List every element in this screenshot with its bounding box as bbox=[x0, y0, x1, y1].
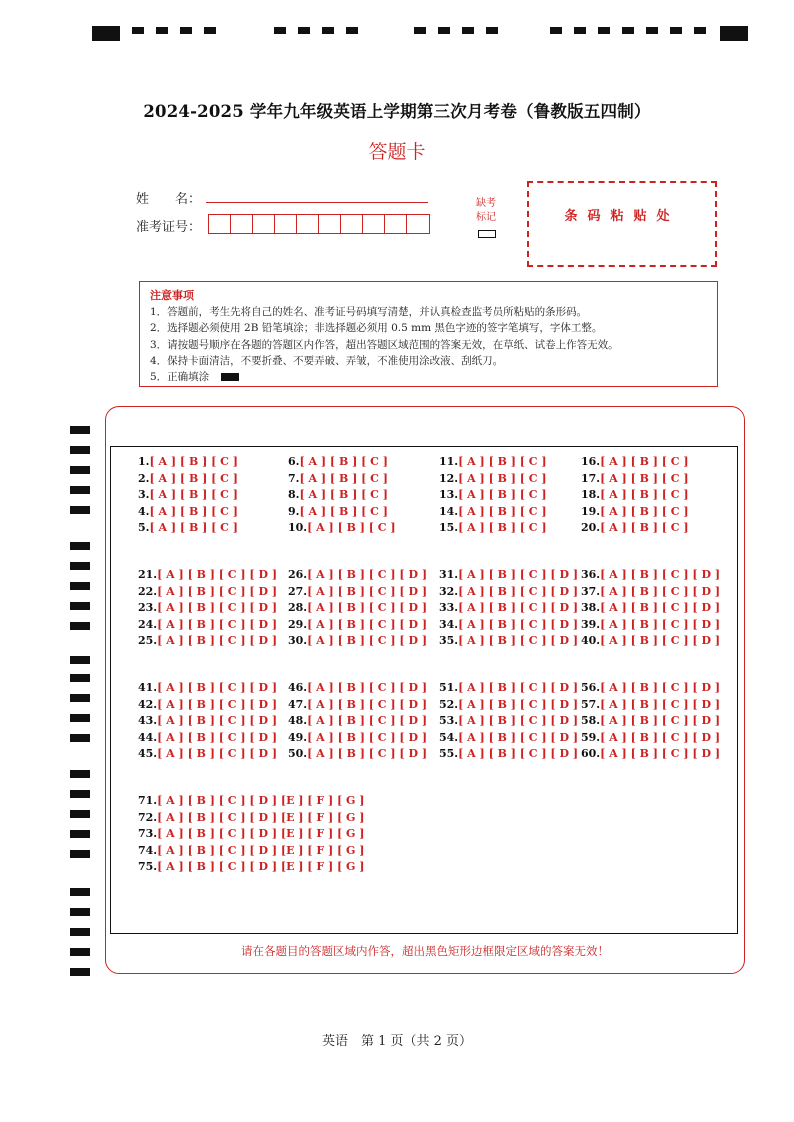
notice-item: 2．选择题必须使用 2B 铅笔填涂；非选择题必须用 0.5 mm 黑色字迹的签字笔填写，字体工整。 bbox=[150, 322, 603, 335]
question-row[interactable] bbox=[138, 827, 364, 840]
answer-bubbles[interactable]: [ A ] [ B ] [ C ] [ D ] bbox=[458, 697, 579, 711]
absent-mark-label-line: 缺考 bbox=[476, 198, 496, 209]
question-row[interactable] bbox=[439, 455, 547, 468]
notice-item-text: 5．正确填涂 bbox=[150, 371, 210, 384]
timing-mark-left bbox=[70, 694, 90, 702]
question-number: 10. bbox=[288, 521, 308, 535]
question-row[interactable] bbox=[439, 681, 578, 694]
question-number: 40. bbox=[581, 634, 601, 648]
question-row[interactable] bbox=[581, 455, 689, 468]
question-number: 71. bbox=[138, 794, 158, 807]
question-number: 75. bbox=[138, 860, 158, 874]
answer-bubbles[interactable]: [ A ] [ B ] [ C ] [ D ] bbox=[307, 617, 428, 631]
answer-bubbles[interactable]: [ A ] [ B ] [ C ] [ D ] bbox=[157, 681, 278, 694]
question-number: 3. bbox=[138, 488, 150, 502]
question-number: 47. bbox=[288, 697, 308, 711]
timing-mark-top bbox=[598, 27, 610, 34]
question-row[interactable] bbox=[581, 505, 689, 518]
question-row[interactable] bbox=[439, 505, 547, 518]
question-row[interactable] bbox=[138, 714, 277, 727]
answer-bubbles[interactable]: [ A ] [ B ] [ C ] bbox=[600, 471, 689, 485]
answer-bubbles[interactable]: [ A ] [ B ] [ C ] [ D ] bbox=[458, 730, 579, 744]
question-number: 58. bbox=[581, 714, 601, 728]
timing-mark-top-left bbox=[92, 26, 120, 41]
question-number: 46. bbox=[288, 681, 308, 694]
exam-id-field[interactable] bbox=[208, 214, 430, 234]
question-row[interactable] bbox=[581, 488, 689, 501]
question-row[interactable] bbox=[138, 634, 277, 647]
question-number: 37. bbox=[581, 584, 601, 598]
notice-item: 3．请按题号顺序在各题的答题区内作答，超出答题区域范围的答案无效，在草纸、试卷上作答无效。 bbox=[150, 338, 619, 351]
answer-bubbles[interactable]: [ A ] [ B ] [ C ] [ D ] bbox=[157, 584, 278, 598]
question-row[interactable] bbox=[138, 585, 277, 598]
question-number: 32. bbox=[439, 584, 459, 598]
timing-mark-top bbox=[438, 27, 450, 34]
question-number: 14. bbox=[439, 504, 459, 518]
question-row[interactable] bbox=[581, 618, 720, 631]
answer-bubbles[interactable]: [ A ] [ B ] [ C ] [ D ] bbox=[458, 747, 579, 761]
answer-bubbles[interactable]: [ A ] [ B ] [ C ] [ D ] bbox=[458, 601, 579, 615]
question-row[interactable] bbox=[581, 521, 689, 534]
exam-id-digit-box[interactable] bbox=[319, 215, 341, 233]
question-row[interactable] bbox=[138, 747, 277, 760]
answer-bubbles[interactable]: [ A ] [ B ] [ C ] bbox=[149, 504, 238, 518]
answer-bubbles[interactable]: [ A ] [ B ] [ C ] [ D ] bbox=[458, 634, 579, 648]
answer-bubbles[interactable]: [ A ] [ B ] [ C ] [ D ] bbox=[307, 697, 428, 711]
question-number: 2. bbox=[138, 471, 150, 485]
timing-mark-top bbox=[694, 27, 706, 34]
question-number: 18. bbox=[581, 488, 601, 502]
question-number: 29. bbox=[288, 617, 308, 631]
answer-bubbles[interactable]: [ A ] [ B ] [ C ] [ D ] bbox=[600, 747, 721, 761]
timing-mark-left bbox=[70, 714, 90, 722]
question-number: 73. bbox=[138, 827, 158, 841]
question-row[interactable] bbox=[138, 860, 364, 873]
question-row[interactable] bbox=[288, 568, 427, 581]
question-row[interactable] bbox=[439, 585, 578, 598]
answer-bubbles[interactable]: [ A ] [ B ] [ C ] bbox=[600, 455, 689, 468]
question-number: 45. bbox=[138, 747, 158, 761]
question-number: 43. bbox=[138, 714, 158, 728]
answer-bubbles[interactable]: [ A ] [ B ] [ C ] [ D ] bbox=[157, 730, 278, 744]
timing-mark-left bbox=[70, 466, 90, 474]
answer-bubbles[interactable]: [ A ] [ B ] [ C ] bbox=[458, 488, 547, 502]
question-row[interactable] bbox=[439, 618, 578, 631]
correct-fill-sample bbox=[221, 373, 239, 381]
timing-mark-left bbox=[70, 830, 90, 838]
question-number: 57. bbox=[581, 697, 601, 711]
answer-bubbles[interactable]: [ A ] [ B ] [ C ] [ D ] bbox=[157, 697, 278, 711]
timing-mark-left bbox=[70, 790, 90, 798]
answer-bubbles[interactable]: [ A ] [ B ] [ C ] [ D ] [E ] [ F ] [ G ] bbox=[157, 794, 365, 807]
question-row[interactable] bbox=[288, 634, 427, 647]
answer-bubbles[interactable]: [ A ] [ B ] [ C ] [ D ] bbox=[307, 681, 428, 694]
absent-mark-label bbox=[473, 197, 499, 225]
answer-bubbles[interactable]: [ A ] [ B ] [ C ] [ D ] bbox=[157, 601, 278, 615]
question-row[interactable] bbox=[581, 568, 720, 581]
question-number: 13. bbox=[439, 488, 459, 502]
answer-bubbles[interactable]: [ A ] [ B ] [ C ] bbox=[600, 521, 689, 535]
answer-bubbles[interactable]: [ A ] [ B ] [ C ] [ D ] bbox=[458, 714, 579, 728]
answer-bubbles[interactable]: [ A ] [ B ] [ C ] bbox=[458, 455, 547, 468]
question-number: 36. bbox=[581, 568, 601, 581]
question-number: 21. bbox=[138, 568, 158, 581]
timing-mark-left bbox=[70, 562, 90, 570]
question-number: 49. bbox=[288, 730, 308, 744]
question-row[interactable] bbox=[439, 488, 547, 501]
timing-mark-top bbox=[204, 27, 216, 34]
answer-bubbles[interactable]: [ A ] [ B ] [ C ] [ D ] bbox=[157, 568, 278, 581]
barcode-area-label: 条码粘贴处 bbox=[564, 209, 680, 224]
timing-mark-top bbox=[486, 27, 498, 34]
answer-bubbles[interactable]: [ A ] [ B ] [ C ] bbox=[458, 521, 547, 535]
question-number: 51. bbox=[439, 681, 459, 694]
question-row[interactable] bbox=[288, 731, 427, 744]
notice-item: 4．保持卡面清洁，不要折叠、不要弄破、弄皱，不准使用涂改液、刮纸刀。 bbox=[150, 354, 504, 367]
answer-bubbles[interactable]: [ A ] [ B ] [ C ] [ D ] [E ] [ F ] [ G ] bbox=[157, 843, 365, 857]
question-number: 34. bbox=[439, 617, 459, 631]
question-row[interactable] bbox=[581, 634, 720, 647]
timing-mark-left bbox=[70, 850, 90, 858]
question-row[interactable] bbox=[138, 811, 364, 824]
timing-mark-left bbox=[70, 656, 90, 664]
question-row[interactable] bbox=[581, 747, 720, 760]
exam-id-digit-box[interactable] bbox=[407, 215, 429, 233]
question-row[interactable] bbox=[439, 747, 578, 760]
question-row[interactable] bbox=[581, 698, 720, 711]
answer-bubbles[interactable]: [ A ] [ B ] [ C ] bbox=[149, 488, 238, 502]
question-number: 20. bbox=[581, 521, 601, 535]
answer-bubbles[interactable]: [ A ] [ B ] [ C ] bbox=[458, 504, 547, 518]
question-number: 35. bbox=[439, 634, 459, 648]
timing-mark-left bbox=[70, 908, 90, 916]
question-number: 72. bbox=[138, 810, 158, 824]
question-row[interactable] bbox=[138, 681, 277, 694]
answer-bubbles[interactable]: [ A ] [ B ] [ C ] [ D ] [E ] [ F ] [ G ] bbox=[157, 810, 365, 824]
timing-mark-left bbox=[70, 426, 90, 434]
question-number: 52. bbox=[439, 697, 459, 711]
question-number: 41. bbox=[138, 681, 158, 694]
timing-mark-left bbox=[70, 734, 90, 742]
timing-mark-left bbox=[70, 810, 90, 818]
question-row[interactable] bbox=[288, 601, 427, 614]
question-number: 26. bbox=[288, 568, 308, 581]
timing-mark-top bbox=[670, 27, 682, 34]
answer-bubbles[interactable]: [ A ] [ B ] [ C ] [ D ] bbox=[157, 617, 278, 631]
answer-bubbles[interactable]: [ A ] [ B ] [ C ] [ D ] bbox=[307, 601, 428, 615]
timing-mark-top bbox=[298, 27, 310, 34]
answer-bubbles[interactable]: [ A ] [ B ] [ C ] bbox=[600, 488, 689, 502]
answer-area-warning: 请在各题目的答题区域内作答，超出黑色矩形边框限定区域的答案无效！ bbox=[241, 944, 609, 958]
question-row[interactable] bbox=[138, 698, 277, 711]
exam-id-digit-box[interactable] bbox=[231, 215, 253, 233]
question-row[interactable] bbox=[288, 714, 427, 727]
answer-bubbles[interactable]: [ A ] [ B ] [ C ] [ D ] bbox=[307, 730, 428, 744]
notice-item: 1．答题前，考生先将自己的姓名、准考证号码填写清楚，并认真检查监考员所粘贴的条形码。 bbox=[150, 306, 588, 319]
answer-bubbles[interactable]: [ A ] [ B ] [ C ] [ D ] bbox=[600, 730, 721, 744]
question-number: 11. bbox=[439, 455, 459, 468]
timing-mark-left bbox=[70, 622, 90, 630]
question-row[interactable] bbox=[138, 488, 238, 501]
answer-bubbles[interactable]: [ A ] [ B ] [ C ] [ D ] bbox=[600, 601, 721, 615]
timing-mark-left bbox=[70, 888, 90, 896]
timing-mark-left bbox=[70, 446, 90, 454]
question-row[interactable] bbox=[288, 585, 427, 598]
timing-mark-top bbox=[646, 27, 658, 34]
answer-bubbles[interactable]: [ A ] [ B ] [ C ] bbox=[299, 455, 388, 468]
answer-bubbles[interactable]: [ A ] [ B ] [ C ] [ D ] bbox=[458, 617, 579, 631]
question-number: 50. bbox=[288, 747, 308, 761]
name-label: 姓 名： bbox=[136, 192, 202, 207]
answer-bubbles[interactable]: [ A ] [ B ] [ C ] [ D ] bbox=[600, 584, 721, 598]
answer-bubbles[interactable]: [ A ] [ B ] [ C ] [ D ] bbox=[307, 568, 428, 581]
timing-mark-left bbox=[70, 602, 90, 610]
question-row[interactable] bbox=[288, 472, 388, 485]
question-row[interactable] bbox=[581, 681, 720, 694]
answer-bubbles[interactable]: [ A ] [ B ] [ C ] bbox=[149, 455, 238, 468]
timing-mark-left bbox=[70, 582, 90, 590]
timing-mark-top bbox=[574, 27, 586, 34]
question-row[interactable] bbox=[581, 714, 720, 727]
question-number: 30. bbox=[288, 634, 308, 648]
question-number: 15. bbox=[439, 521, 459, 535]
question-row[interactable] bbox=[439, 521, 547, 534]
timing-mark-left bbox=[70, 506, 90, 514]
answer-bubbles[interactable]: [ A ] [ B ] [ C ] [ D ] bbox=[600, 617, 721, 631]
answer-bubbles[interactable]: [ A ] [ B ] [ C ] [ D ] [E ] [ F ] [ G ] bbox=[157, 860, 365, 874]
question-row[interactable] bbox=[138, 568, 277, 581]
answer-bubbles[interactable]: [ A ] [ B ] [ C ] [ D ] bbox=[600, 568, 721, 581]
question-number: 27. bbox=[288, 584, 308, 598]
question-number: 24. bbox=[138, 617, 158, 631]
question-number: 23. bbox=[138, 601, 158, 615]
question-number: 53. bbox=[439, 714, 459, 728]
answer-bubbles[interactable]: [ A ] [ B ] [ C ] [ D ] bbox=[157, 747, 278, 761]
exam-id-digit-box[interactable] bbox=[297, 215, 319, 233]
question-row[interactable] bbox=[581, 585, 720, 598]
question-row[interactable] bbox=[138, 731, 277, 744]
exam-id-label: 准考证号： bbox=[136, 220, 202, 235]
question-row[interactable] bbox=[439, 714, 578, 727]
timing-mark-left bbox=[70, 486, 90, 494]
question-number: 28. bbox=[288, 601, 308, 615]
question-row[interactable] bbox=[288, 698, 427, 711]
timing-mark-top bbox=[550, 27, 562, 34]
question-number: 19. bbox=[581, 504, 601, 518]
notice-box bbox=[139, 281, 718, 387]
question-number: 39. bbox=[581, 617, 601, 631]
answer-bubbles[interactable]: [ A ] [ B ] [ C ] [ D ] bbox=[600, 634, 721, 648]
answer-bubbles[interactable]: [ A ] [ B ] [ C ] [ D ] bbox=[600, 714, 721, 728]
question-number: 33. bbox=[439, 601, 459, 615]
barcode-area bbox=[527, 181, 717, 267]
notice-item bbox=[150, 369, 717, 385]
question-row[interactable] bbox=[288, 455, 388, 468]
question-number: 44. bbox=[138, 730, 158, 744]
question-row[interactable] bbox=[581, 601, 720, 614]
question-row[interactable] bbox=[138, 844, 364, 857]
question-row[interactable] bbox=[439, 634, 578, 647]
answer-bubbles[interactable]: [ A ] [ B ] [ C ] bbox=[149, 521, 238, 535]
question-row[interactable] bbox=[138, 794, 364, 807]
question-number: 1. bbox=[138, 455, 150, 468]
timing-mark-left bbox=[70, 968, 90, 976]
question-number: 8. bbox=[288, 488, 300, 502]
question-number: 31. bbox=[439, 568, 459, 581]
question-row[interactable] bbox=[581, 731, 720, 744]
answer-bubbles[interactable]: [ A ] [ B ] [ C ] bbox=[149, 471, 238, 485]
question-number: 22. bbox=[138, 584, 158, 598]
question-number: 59. bbox=[581, 730, 601, 744]
question-number: 12. bbox=[439, 471, 459, 485]
answer-bubbles[interactable]: [ A ] [ B ] [ C ] [ D ] bbox=[307, 634, 428, 648]
question-number: 17. bbox=[581, 471, 601, 485]
question-row[interactable] bbox=[138, 521, 238, 534]
answer-bubbles[interactable]: [ A ] [ B ] [ C ] [ D ] bbox=[307, 714, 428, 728]
exam-id-digit-box[interactable] bbox=[275, 215, 297, 233]
question-number: 7. bbox=[288, 471, 300, 485]
question-row[interactable] bbox=[138, 601, 277, 614]
question-row[interactable] bbox=[439, 568, 578, 581]
question-number: 56. bbox=[581, 681, 601, 694]
question-row[interactable] bbox=[138, 455, 238, 468]
timing-mark-top bbox=[132, 27, 144, 34]
question-number: 60. bbox=[581, 747, 601, 761]
answer-bubbles[interactable]: [ A ] [ B ] [ C ] bbox=[299, 471, 388, 485]
question-number: 38. bbox=[581, 601, 601, 615]
timing-mark-top bbox=[346, 27, 358, 34]
answer-bubbles[interactable]: [ A ] [ B ] [ C ] [ D ] [E ] [ F ] [ G ] bbox=[157, 827, 365, 841]
answer-sheet-heading: 答题卡 bbox=[368, 141, 426, 163]
notice-title: 注意事项 bbox=[150, 289, 194, 302]
question-row[interactable] bbox=[581, 472, 689, 485]
answer-bubbles[interactable]: [ A ] [ B ] [ C ] [ D ] bbox=[307, 747, 428, 761]
answer-bubbles[interactable]: [ A ] [ B ] [ C ] bbox=[600, 504, 689, 518]
question-row[interactable] bbox=[138, 618, 277, 631]
question-number: 25. bbox=[138, 634, 158, 648]
answer-bubbles[interactable]: [ A ] [ B ] [ C ] [ D ] bbox=[307, 584, 428, 598]
question-row[interactable] bbox=[439, 472, 547, 485]
answer-bubbles[interactable]: [ A ] [ B ] [ C ] bbox=[299, 504, 388, 518]
timing-mark-top bbox=[622, 27, 634, 34]
answer-bubbles[interactable]: [ A ] [ B ] [ C ] [ D ] bbox=[157, 634, 278, 648]
timing-mark-left bbox=[70, 770, 90, 778]
exam-id-digit-box[interactable] bbox=[209, 215, 231, 233]
answer-bubbles[interactable]: [ A ] [ B ] [ C ] bbox=[307, 521, 396, 535]
question-row[interactable] bbox=[288, 681, 427, 694]
exam-id-digit-box[interactable] bbox=[341, 215, 363, 233]
answer-bubbles[interactable]: [ A ] [ B ] [ C ] [ D ] bbox=[458, 681, 579, 694]
page-footer: 英语 第 1 页（共 2 页） bbox=[321, 1034, 473, 1049]
question-row[interactable] bbox=[138, 505, 238, 518]
question-row[interactable] bbox=[439, 731, 578, 744]
question-row[interactable] bbox=[288, 521, 396, 534]
absent-mark-label-line: 标记 bbox=[476, 212, 496, 223]
timing-mark-top bbox=[462, 27, 474, 34]
question-number: 4. bbox=[138, 504, 150, 518]
name-field[interactable] bbox=[206, 202, 428, 203]
question-number: 54. bbox=[439, 730, 459, 744]
answer-bubbles[interactable]: [ A ] [ B ] [ C ] [ D ] bbox=[458, 584, 579, 598]
timing-mark-left bbox=[70, 928, 90, 936]
timing-mark-left bbox=[70, 542, 90, 550]
answer-bubbles[interactable]: [ A ] [ B ] [ C ] [ D ] bbox=[600, 681, 721, 694]
question-number: 42. bbox=[138, 697, 158, 711]
answer-bubbles[interactable]: [ A ] [ B ] [ C ] bbox=[299, 488, 388, 502]
question-number: 9. bbox=[288, 504, 300, 518]
timing-mark-top bbox=[274, 27, 286, 34]
timing-mark-top bbox=[414, 27, 426, 34]
timing-mark-top bbox=[156, 27, 168, 34]
timing-mark-top bbox=[180, 27, 192, 34]
timing-mark-top bbox=[322, 27, 334, 34]
answer-bubbles[interactable]: [ A ] [ B ] [ C ] [ D ] bbox=[458, 568, 579, 581]
question-row[interactable] bbox=[439, 601, 578, 614]
exam-id-digit-box[interactable] bbox=[363, 215, 385, 233]
answer-bubbles[interactable]: [ A ] [ B ] [ C ] [ D ] bbox=[600, 697, 721, 711]
exam-id-digit-box[interactable] bbox=[385, 215, 407, 233]
question-row[interactable] bbox=[288, 505, 388, 518]
question-number: 5. bbox=[138, 521, 150, 535]
page-title: 2024-2025 学年九年级英语上学期第三次月考卷（鲁教版五四制） bbox=[143, 102, 651, 121]
exam-id-digit-box[interactable] bbox=[253, 215, 275, 233]
question-row[interactable] bbox=[138, 472, 238, 485]
answer-bubbles[interactable]: [ A ] [ B ] [ C ] [ D ] bbox=[157, 714, 278, 728]
question-number: 48. bbox=[288, 714, 308, 728]
question-number: 55. bbox=[439, 747, 459, 761]
timing-mark-left bbox=[70, 948, 90, 956]
question-row[interactable] bbox=[439, 698, 578, 711]
absent-mark-box[interactable] bbox=[478, 230, 496, 238]
question-number: 6. bbox=[288, 455, 300, 468]
question-number: 16. bbox=[581, 455, 601, 468]
timing-mark-top-right bbox=[720, 26, 748, 41]
timing-mark-left bbox=[70, 674, 90, 682]
question-row[interactable] bbox=[288, 747, 427, 760]
answer-bubbles[interactable]: [ A ] [ B ] [ C ] bbox=[458, 471, 547, 485]
question-row[interactable] bbox=[288, 618, 427, 631]
question-row[interactable] bbox=[288, 488, 388, 501]
question-number: 74. bbox=[138, 843, 158, 857]
